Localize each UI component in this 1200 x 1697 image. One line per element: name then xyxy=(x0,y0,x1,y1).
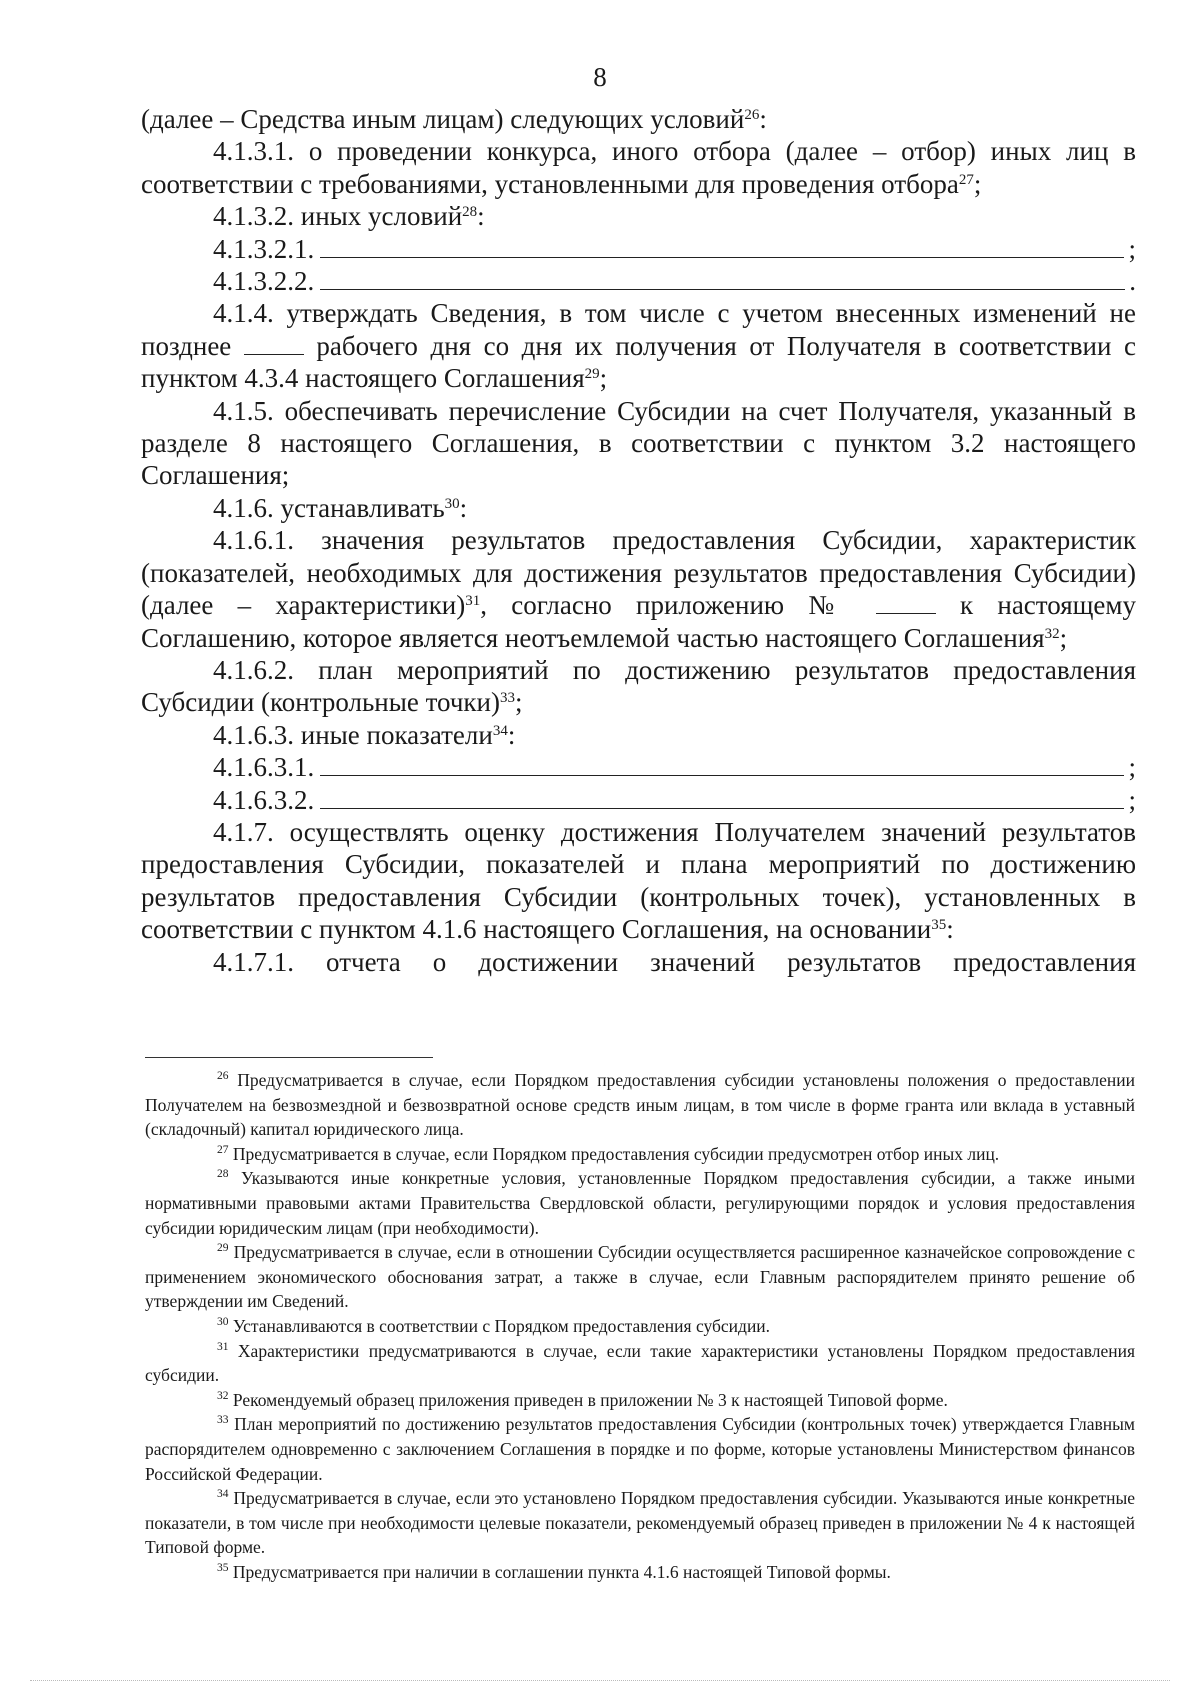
footnote: $^{27}$ Предусматривается в случае, если Порядком предоставления субсидии предусмотрен отбор иных лиц. xyxy=(217,1143,1000,1164)
footnote-ref: 29 xyxy=(584,366,600,383)
footnote: $^{26}$ Предусматривается в случае, если Порядком предоставления субсидии установлены положения о предоставлении Получателем на безвозмездной и безвозвратной основе средств иным лицам, в том числе в форме гранта или вклада в уставный (складочный) капитал юридического лица. xyxy=(145,1070,1135,1140)
footnote: $^{34}$ Предусматривается в случае, если это установлено Порядком предоставления субсидии. Указываются иные конкретные показатели, в том числе при необходимости целевые показатели, рекомендуемый образец приведен в приложении № 4 к настоящей Типовой форме. xyxy=(145,1488,1136,1558)
footnote: $^{30}$ Устанавливаются в соответствии с Порядком предоставления субсидии. xyxy=(217,1315,771,1336)
footnote-ref: 35 xyxy=(931,917,947,934)
blank-line xyxy=(320,289,1125,290)
footnote-ref: 26 xyxy=(744,107,760,123)
blank-line xyxy=(876,591,936,614)
paragraph-4-1-6-3: 4.1.6.3. иные показатели$^{34}$: xyxy=(213,719,516,750)
footnote: $^{35}$ Предусматривается при наличии в соглашении пункта 4.1.6 настоящей Типовой формы. xyxy=(217,1561,891,1582)
fill-line-4-1-6-3-1: 4.1.6.3.1. ; xyxy=(213,752,1136,783)
paragraph-4-1-6: 4.1.6. устанавливать$^{30}$: xyxy=(213,492,468,523)
paragraph-4-1-3-1: 4.1.3.1. о проведении конкурса, иного отбора (далее – отбор) иных лиц в соответствии с требованиями, установленными для проведения отбора$^{27}$; xyxy=(141,136,1136,199)
footnote: $^{29}$ Предусматривается в случае, если в отношении Субсидии осуществляется расширенное казначейское сопровождение с применением экономического обоснования затрат, а также в случае, если Главным распорядителем принято решение об утверждении им Сведений. xyxy=(145,1242,1135,1312)
paragraph-intro: (далее – Средства иным лицам) следующих условий$^{26}$: xyxy=(141,104,767,134)
page-number: 8 xyxy=(593,62,607,92)
footnote-ref: 30 xyxy=(444,495,460,512)
paragraph-4-1-6-1: 4.1.6.1. значения результатов предоставления Субсидии, характеристик (показателей, необходимых для достижения результатов предоставления Субсидии) (далее – характеристики)$^{31}$, согласно приложению № к настоящему Соглашению, которое является неотъемлемой частью настоящего Соглашения$^{32}$; xyxy=(141,525,1137,653)
paragraph-4-1-6-2: 4.1.6.2. план мероприятий по достижению результатов предоставления Субсидии (контрольные точки)$^{33}$; xyxy=(141,654,1136,718)
paragraph-4-1-4: 4.1.4. утверждать Сведения, в том числе с учетом внесенных изменений не позднее рабочего дня со дня их получения от Получателя в соответствии с пунктом 4.3.4 настоящего Соглашения$^{29}$; xyxy=(141,298,1136,394)
main-text xyxy=(141,103,1136,978)
paragraph-4-1-7: 4.1.7. осуществлять оценку достижения Получателем значений результатов предоставления Субсидии, показателей и плана мероприятий по достижению результатов предоставления Субсидии (контрольных точек), установленных в соответствии с пунктом 4.1.6 настоящего Соглашения, на основании$^{35}$: xyxy=(141,816,1136,945)
paragraph-4-1-5: 4.1.5. обеспечивать перечисление Субсидии на счет Получателя, указанный в разделе 8 настоящего Соглашения, в соответствии с пунктом 3.2 настоящего Соглашения; xyxy=(141,395,1136,491)
scan-edge xyxy=(30,1680,1170,1681)
footnote-ref: 27 xyxy=(958,171,974,188)
fill-line-4-1-3-2-2: 4.1.3.2.2. . xyxy=(213,266,1136,297)
blank-line xyxy=(320,257,1124,258)
footnote-ref: 31 xyxy=(465,593,481,610)
fill-line-4-1-3-2-1: 4.1.3.2.1. ; xyxy=(213,233,1136,264)
paragraph-4-1-3-2: 4.1.3.2. иных условий$^{28}$: xyxy=(213,201,485,232)
footnote-separator xyxy=(145,1057,433,1058)
footnote-ref: 28 xyxy=(462,204,478,221)
fill-line-4-1-6-3-2: 4.1.6.3.2. ; xyxy=(213,784,1136,815)
footnotes xyxy=(145,1068,1135,1584)
footnote: $^{33}$ План мероприятий по достижению результатов предоставления Субсидии (контрольных точек) утверждается Главным распорядителем одновременно с заключением Соглашения в порядке и по форме, которые установлены Министерством финансов Российской Федерации. xyxy=(145,1414,1136,1484)
blank-line xyxy=(320,808,1124,809)
blank-line xyxy=(244,332,304,355)
footnote: $^{28}$ Указываются иные конкретные условия, установленные Порядком предоставления субсидии, а также иными нормативными правовыми актами Правительства Свердловской области, регулирующими порядок и условия предоставления субсидии юридическим лицам (при необходимости). xyxy=(145,1168,1135,1238)
footnote-ref: 34 xyxy=(492,722,508,739)
blank-line xyxy=(320,775,1124,776)
footnote: $^{31}$ Характеристики предусматриваются в случае, если такие характеристики установлены Порядком предоставления субсидии. xyxy=(145,1340,1136,1386)
footnote: $^{32}$ Рекомендуемый образец приложения приведен в приложении № 3 к настоящей Типовой форме. xyxy=(217,1389,948,1410)
footnote-ref: 33 xyxy=(500,690,515,707)
footnote-ref: 32 xyxy=(1044,625,1060,642)
paragraph-4-1-7-1: 4.1.7.1. отчета о достижении значений результатов предоставления xyxy=(213,946,1136,977)
